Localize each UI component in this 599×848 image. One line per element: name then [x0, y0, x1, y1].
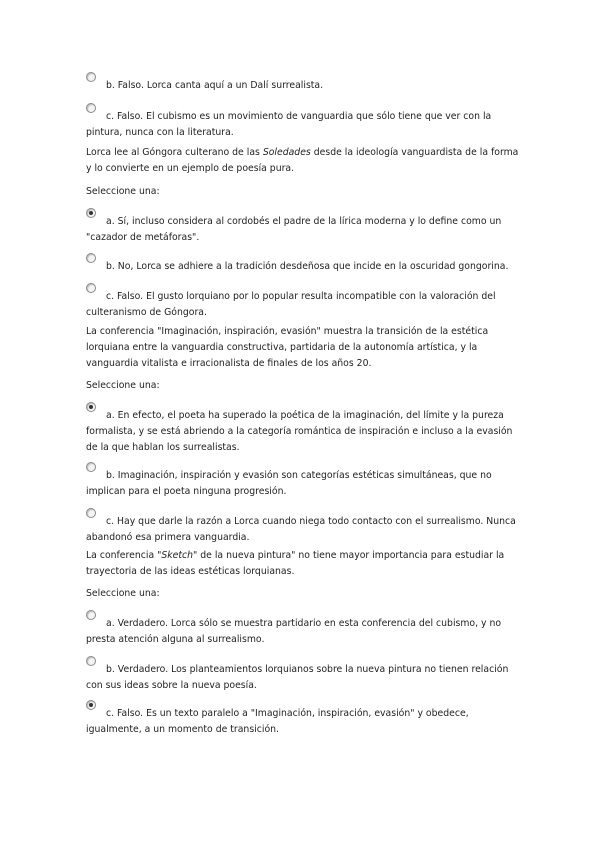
question-text-italic: "Sketch"	[157, 550, 198, 561]
answer-option-b[interactable]	[86, 656, 526, 694]
answer-option-b[interactable]	[86, 253, 526, 275]
select-one-label: Seleccione una:	[86, 588, 160, 599]
radio-button[interactable]	[86, 72, 96, 82]
answer-option-c[interactable]	[86, 700, 526, 738]
answer-option-label: a. En efecto, el poeta ha superado la poética de la imaginación, del límite y la pureza formalista, y se está abriendo a la categoría romántica de inspiración e incluso a la evasión de la que hablan los surrealistas.	[86, 410, 513, 453]
radio-button[interactable]	[86, 656, 96, 666]
answer-option-a[interactable]	[86, 610, 526, 648]
question-text-part: Lorca lee al Góngora culterano de las	[86, 147, 263, 158]
answer-option-label: b. Verdadero. Los planteamientos lorquianos sobre la nueva pintura no tienen relación con sus ideas sobre la nueva poesía.	[86, 664, 509, 691]
radio-button[interactable]	[86, 208, 96, 218]
answer-option-b[interactable]	[86, 462, 526, 500]
answer-option-c[interactable]	[86, 283, 526, 321]
radio-button[interactable]	[86, 508, 96, 518]
answer-option-label: a. Sí, incluso considera al cordobés el padre de la lírica moderna y lo define como un "cazador de metáforas".	[86, 216, 502, 243]
question-text	[86, 145, 526, 177]
answer-option-label: c. Falso. Es un texto paralelo a "Imaginación, inspiración, evasión" y obedece, igualmente, a un momento de transición.	[86, 708, 469, 735]
radio-button[interactable]	[86, 253, 96, 263]
question-text-italic: Soledades	[262, 147, 311, 158]
answer-option-a[interactable]	[86, 208, 526, 246]
radio-button[interactable]	[86, 462, 96, 472]
radio-button[interactable]	[86, 700, 96, 710]
radio-button[interactable]	[86, 610, 96, 620]
radio-button[interactable]	[86, 103, 96, 113]
answer-option-label: c. Falso. El gusto lorquiano por lo popular resulta incompatible con la valoración del culteranismo de Góngora.	[86, 291, 496, 318]
answer-option-b[interactable]	[86, 72, 526, 94]
question-text-part: desde la ideología vanguardista de la forma y lo convierte en un ejemplo de poesía pura.	[86, 147, 519, 174]
answer-option-label: c. Falso. El cubismo es un movimiento de vanguardia que sólo tiene que ver con la pintura, nunca con la literatura.	[86, 111, 492, 138]
answer-option-label: b. Falso. Lorca canta aquí a un Dalí surrealista.	[106, 80, 324, 91]
answer-option-c[interactable]	[86, 103, 526, 141]
select-one-label: Seleccione una:	[86, 380, 160, 391]
question-text-part: de la nueva pintura" no tiene mayor importancia para estudiar la trayectoria de las ideas estéticas lorquianas.	[86, 550, 505, 577]
question-text	[86, 548, 526, 580]
answer-option-label: c. Hay que darle la razón a Lorca cuando niega todo contacto con el surrealismo. Nunca abandonó esa primera vanguardia.	[86, 516, 516, 543]
answer-option-label: b. No, Lorca se adhiere a la tradición desdeñosa que incide en la oscuridad gongorina.	[106, 261, 509, 272]
question-text: La conferencia "Imaginación, inspiración, evasión" muestra la transición de la estética lorquiana entre la vanguardia constructiva, partidaria de la autonomía artística, y la vanguardia vitalista e irracionalista de finales de los años 20.	[86, 326, 489, 369]
radio-button[interactable]	[86, 283, 96, 293]
answer-option-c[interactable]	[86, 508, 526, 546]
radio-button[interactable]	[86, 402, 96, 412]
question-text-part: La conferencia	[86, 550, 158, 561]
answer-option-label: b. Imaginación, inspiración y evasión son categorías estéticas simultáneas, que no implican para el poeta ninguna progresión.	[86, 470, 492, 497]
answer-option-label: a. Verdadero. Lorca sólo se muestra partidario en esta conferencia del cubismo, y no presta atención alguna al surrealismo.	[86, 618, 502, 645]
answer-option-a[interactable]	[86, 402, 526, 456]
select-one-label: Seleccione una:	[86, 186, 160, 197]
